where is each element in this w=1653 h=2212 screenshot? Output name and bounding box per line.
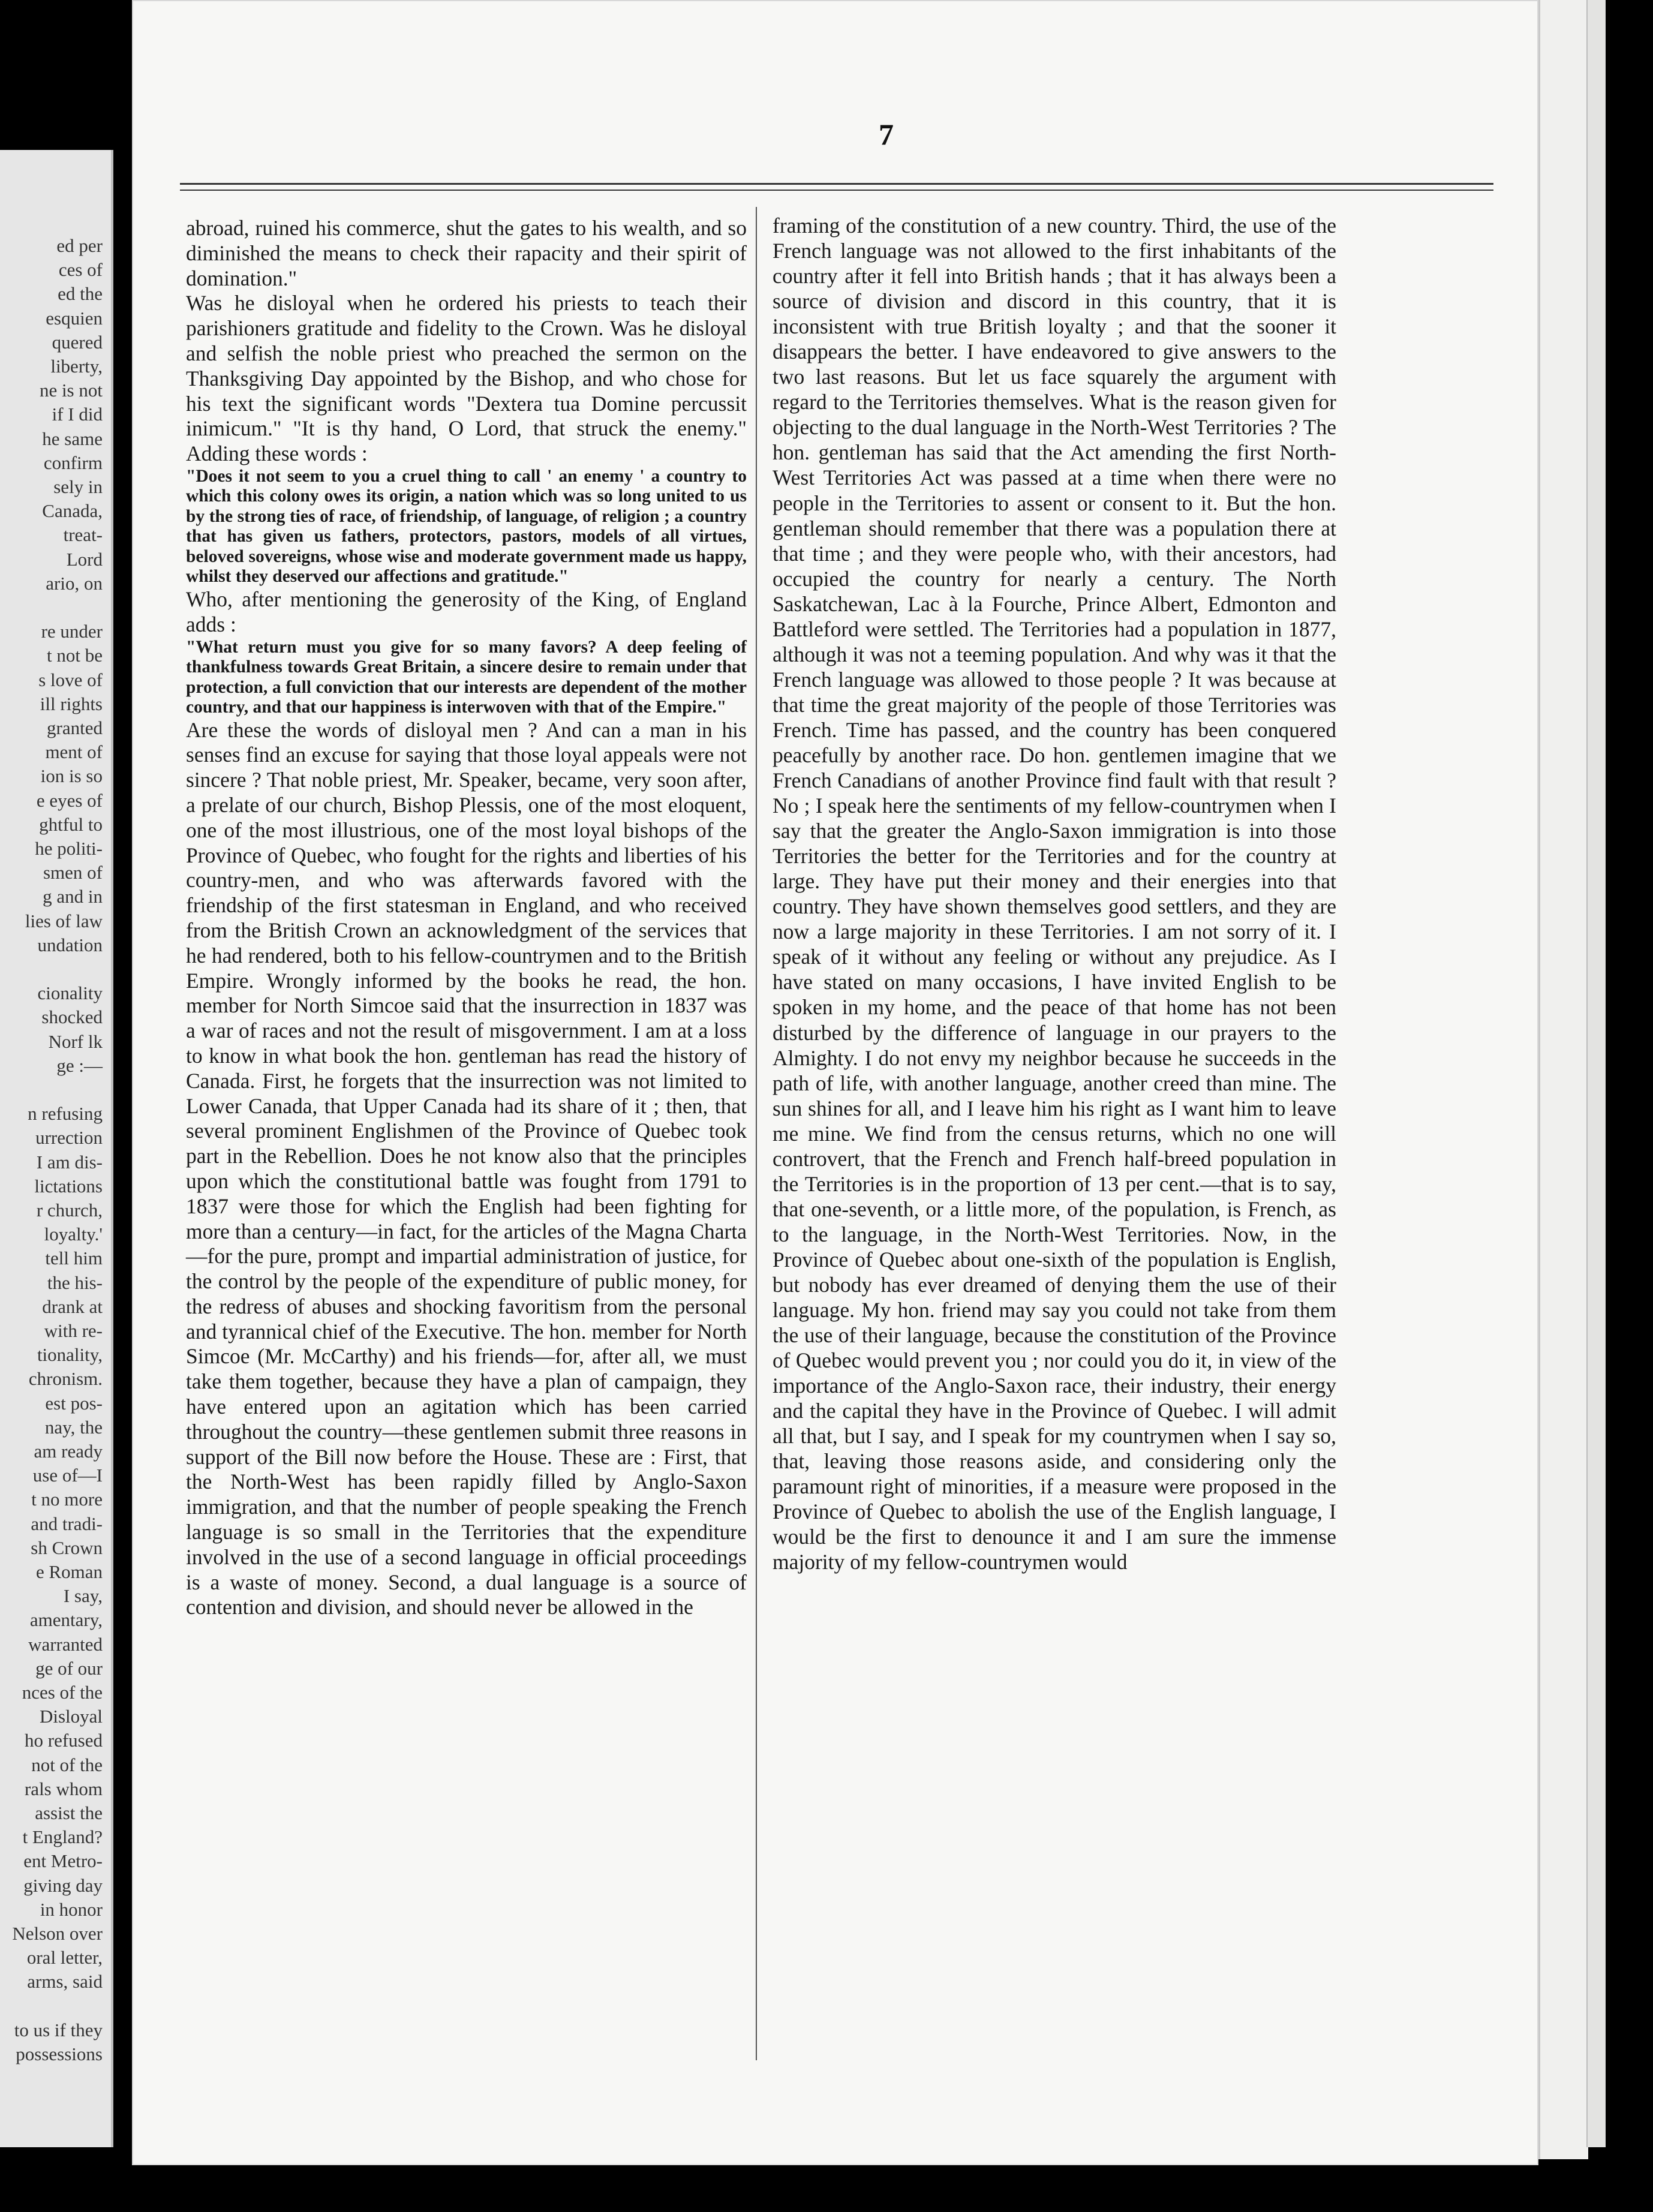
previous-page-fragment: est pos- — [45, 1392, 103, 1414]
previous-page-fragment: ghtful to — [39, 813, 103, 835]
previous-page-fragment: rals whom — [24, 1778, 103, 1799]
previous-page-fragment: possessions — [16, 2043, 103, 2064]
previous-page-fragment: I am dis- — [36, 1151, 103, 1173]
previous-page-fragment: arms, said — [27, 1971, 103, 1992]
left-column — [186, 216, 747, 1620]
previous-page-fragment: and tradi- — [31, 1513, 103, 1534]
previous-page-fragment: t England? — [22, 1826, 103, 1848]
previous-page-fragment: ed per — [56, 235, 103, 256]
previous-page-fragment: in honor — [40, 1898, 103, 1920]
previous-page-fragment: drank at — [42, 1296, 103, 1317]
previous-page-fragment: sely in — [53, 476, 103, 497]
previous-page-fragment: quered — [52, 331, 103, 353]
previous-page-fragment: with re- — [44, 1320, 103, 1341]
previous-page-fragment: loyalty.' — [44, 1224, 103, 1245]
page-edge — [1586, 0, 1606, 2147]
previous-page-fragment: if I did — [52, 404, 103, 425]
previous-page-fragment: lies of law — [25, 910, 103, 931]
previous-page-fragment: s love of — [38, 669, 103, 690]
block-quote: "Does it not seem to you a cruel thing to call ' an enemy ' a country to which this colony owes its origin, a nation which was so long united to us by the strong ties of race, of friendship, of language, of religion ; a country that has given us fathers, protectors, pastors, models of all virtues, beloved sovereigns, whose wise and moderate government made us happy, whilst they deserved our affections and gratitude." — [186, 466, 747, 587]
previous-page-fragment: he politi- — [35, 838, 103, 859]
previous-page-fragment: the his- — [47, 1272, 103, 1293]
previous-page-fragment: Lord — [66, 548, 103, 570]
previous-page-fragment: giving day — [23, 1874, 103, 1896]
previous-page-fragment: ho refused — [25, 1730, 103, 1751]
previous-page-fragment: treat- — [63, 524, 103, 546]
previous-page-fragment: Norf lk — [48, 1030, 103, 1052]
column-divider — [756, 207, 757, 2060]
previous-page-fragment: e Roman — [35, 1561, 103, 1582]
right-column — [773, 213, 1336, 1575]
paragraph: abroad, ruined his commerce, shut the gates to his wealth, and so diminished the means to check their rapacity and their spirit of domination." — [186, 216, 747, 290]
previous-page-fragment: shocked — [41, 1006, 103, 1028]
previous-page-fragment: ed the — [58, 283, 103, 305]
paragraph: Was he disloyal when he ordered his priests to teach their parishioners gratitude and fidelity to the Crown. Was he disloyal and selfish the noble priest who preached the sermon on the Thanksgiving Day appointed by the Bishop, and who chose for his text the significant words "Dextera tua Domine percussit inimicum." "It is thy hand, O Lord, that struck the enemy." Adding these words : — [186, 291, 747, 466]
previous-page-fragment: ill rights — [40, 693, 103, 714]
previous-page-fragment: n refusing — [28, 1103, 103, 1125]
previous-page-fragment: chronism. — [28, 1368, 103, 1390]
previous-page-fragment: ment of — [45, 741, 103, 763]
previous-page-fragment: ces of — [58, 259, 103, 281]
previous-page-fragment: ario, on — [46, 572, 103, 594]
previous-page-fragment: assist the — [35, 1802, 103, 1823]
previous-page-fragment: tell him — [45, 1248, 103, 1269]
previous-page-fragment: nay, the — [44, 1416, 103, 1438]
previous-page-fragment: lictations — [34, 1175, 103, 1197]
previous-page-fragment: undation — [37, 934, 103, 955]
previous-page-fragment: confirm — [43, 452, 103, 473]
page-edge — [1538, 0, 1588, 2159]
paragraph: framing of the constitution of a new country. Third, the use of the French language was not allowed to the first inhabitants of the country after it fell into British hands ; that it has always been a source of division and discord in this country, that it is inconsistent with true British loyalty ; and that the sooner it disappears the better. I have endeavored to give answers to the two last reasons. But let us face squarely the argument with regard to the Territories themselves. What is the reason given for objecting to the dual language in the North-West Territories ? The hon. gentleman has said that the Act amending the first North-West Territories Act was passed at a time when there were no people in the Territories to assent or consent to it. But the hon. gentleman should remember that there was a population there at that time ; and they were people who, with their ancestors, had occupied the country for nearly a century. The North Saskatchewan, Lac à la Fourche, Prince Albert, Edmonton and Battleford were settled. The Territories had a population in 1877, although it was not a teeming population. And why was it that the French language was allowed to those people ? It was because at that time the great majority of the people of those Territories was French. Time has passed, and the country has been conquered peacefully by another race. Do hon. gentlemen imagine that we French Canadians of another Province find fault with that result ? No ; I speak here the sentiments of my fellow-countrymen when I say that the greater the Anglo-Saxon immigration is into those Territories the better for the Territories and for the country at large. They have put their money and their energies into that country. They have shown themselves good settlers, and they are now a large majority in these Territories. I am not sorry of it. I speak of it without any feeling or without any prejudice. As I have stated on many occasions, I have invited English to be spoken in my home, and the peace of that home has not been disturbed by the difference of language in our prayers to the Almighty. I do not envy my neighbor because he succeeds in the path of life, with another language, another creed than mine. The sun shines for all, and I leave him his right as I want him to leave me mine. We find from the census returns, which no one will controvert, that the French and French half-breed population in the Territories is in the proportion of 13 per cent.—that is to say, that one-seventh, or a little more, of the population, is French, as to the language, in the North-West Territories. Now, in the Province of Quebec about one-sixth of the population is English, but nobody has ever dreamed of denying them the use of their language. My hon. friend may say you could not take from them the use of their language, because the constitution of the Province of Quebec would prevent you ; nor could you do it, in view of the importance of the Anglo-Saxon race, their industry, their energy and the capital they have in the Province of Quebec. I will admit all that, but I say, and I speak for my countrymen when I say so, that, leaving those reasons aside, and considering only the paramount right of minorities, if a measure were proposed in the Province of Quebec to abolish the use of the English language, I would be the first to denounce it and I am sure the immense majority of my fellow-countrymen would — [773, 214, 1336, 1574]
previous-page-fragment: ne is not — [39, 380, 103, 401]
previous-page-fragment: r church, — [36, 1200, 103, 1221]
previous-page-fragment: I say, — [63, 1585, 103, 1607]
previous-page-fragment: t not be — [47, 645, 103, 666]
previous-page-edge — [0, 150, 113, 2147]
previous-page-fragment: tionality, — [37, 1344, 103, 1366]
previous-page-fragment: re under — [41, 621, 103, 642]
previous-page-fragment: smen of — [43, 862, 103, 883]
header-rule-thin — [180, 190, 1493, 191]
previous-page-fragment: cionality — [37, 982, 103, 1004]
header-rule — [180, 183, 1493, 185]
previous-page-fragment: t no more — [31, 1489, 103, 1510]
previous-page-fragment: ge :— — [56, 1054, 103, 1076]
previous-page-fragment: amentary, — [29, 1609, 103, 1631]
paragraph: Who, after mentioning the generosity of the King, of England adds : — [186, 587, 747, 636]
previous-page-fragment: he same — [42, 428, 103, 449]
previous-page-fragment: Nelson over — [12, 1923, 103, 1944]
previous-page-fragment: Canada, — [42, 500, 103, 522]
previous-page-fragment: liberty, — [50, 356, 103, 377]
previous-page-fragment: not of the — [31, 1754, 103, 1775]
page-number: 7 — [879, 118, 894, 151]
previous-page-fragment: warranted — [28, 1633, 103, 1655]
previous-page-fragment: am ready — [34, 1441, 103, 1462]
previous-page-fragment: sh Crown — [31, 1537, 103, 1558]
previous-page-fragment: esquien — [46, 307, 103, 329]
previous-page-fragment: e eyes of — [36, 789, 103, 811]
previous-page-fragment: to us if they — [14, 2019, 103, 2040]
previous-page-fragment: oral letter, — [26, 1947, 103, 1968]
previous-page-fragment: ent Metro- — [23, 1850, 103, 1872]
previous-page-fragment: g and in — [43, 886, 103, 907]
previous-page-fragment: granted — [47, 717, 103, 738]
previous-page-fragment: use of—I — [32, 1465, 103, 1486]
previous-page-fragment: nces of the — [22, 1682, 103, 1703]
previous-page-fragment: ge of our — [35, 1657, 103, 1679]
previous-page-fragment: urrection — [35, 1127, 103, 1149]
paragraph: Are these the words of disloyal men ? And can a man in his senses find an excuse for saying that those loyal appeals were not sincere ? That noble priest, Mr. Speaker, became, very soon after, a prelate of our church, Bishop Plessis, one of the most eloquent, one of the most illustrious, one of the most loyal bishops of the Province of Quebec, who fought for the rights and liberties of his country-men, and who was afterwards favored with the friendship of the first statesman in England, and who received from the British Crown an acknowledgment of the services that he had rendered, both to his fellow-countrymen and to the British Empire. Wrongly informed by the books he read, the hon. member for North Simcoe said that the insurrection in 1837 was a war of races and not the result of misgovernment. I am at a loss to know in what book the hon. gentleman has read the history of Canada. First, he forgets that the insurrection was not limited to Lower Canada, that Upper Canada had its share of it ; then, that several prominent Englishmen of the Province of Quebec took part in the Rebellion. Does he not know also that the principles upon which the constitutional battle was fought from 1791 to 1837 were those for which the English had been fighting for more than a century—in fact, for the articles of the Magna Charta—for the pure, prompt and impartial administration of justice, for the control by the people of the expenditure of public money, for the redress of abuses and shocking favoritism from the personal and tyrannical chief of the Executive. The hon. member for North Simcoe (Mr. McCarthy) and his friends—for, after all, we must take them together, because they have a plan of campaign, they have entered upon an agitation which has been carried throughout the country—these gentlemen submit three reasons in support of the Bill now before the House. These are : First, that the North-West has been rapidly filled by Anglo-Saxon immigration, and that the number of people speaking the French language is so small in the Territories that the expenditure involved in the use of a second language in official proceedings is a waste of money. Second, a dual language is a source of contention and division, and should never be allowed in the — [186, 717, 747, 1619]
previous-page-fragment: ion is so — [40, 765, 103, 787]
previous-page-fragment: Disloyal — [39, 1706, 103, 1727]
block-quote: "What return must you give for so many favors? A deep feeling of thankfulness towards Great Britain, a sincere desire to remain under that protection, a full conviction that our interests are dependent of the mother country, and that our happiness is interwoven with that of the Empire." — [186, 637, 747, 717]
page — [132, 0, 1538, 2165]
scan-border — [0, 2165, 1653, 2212]
